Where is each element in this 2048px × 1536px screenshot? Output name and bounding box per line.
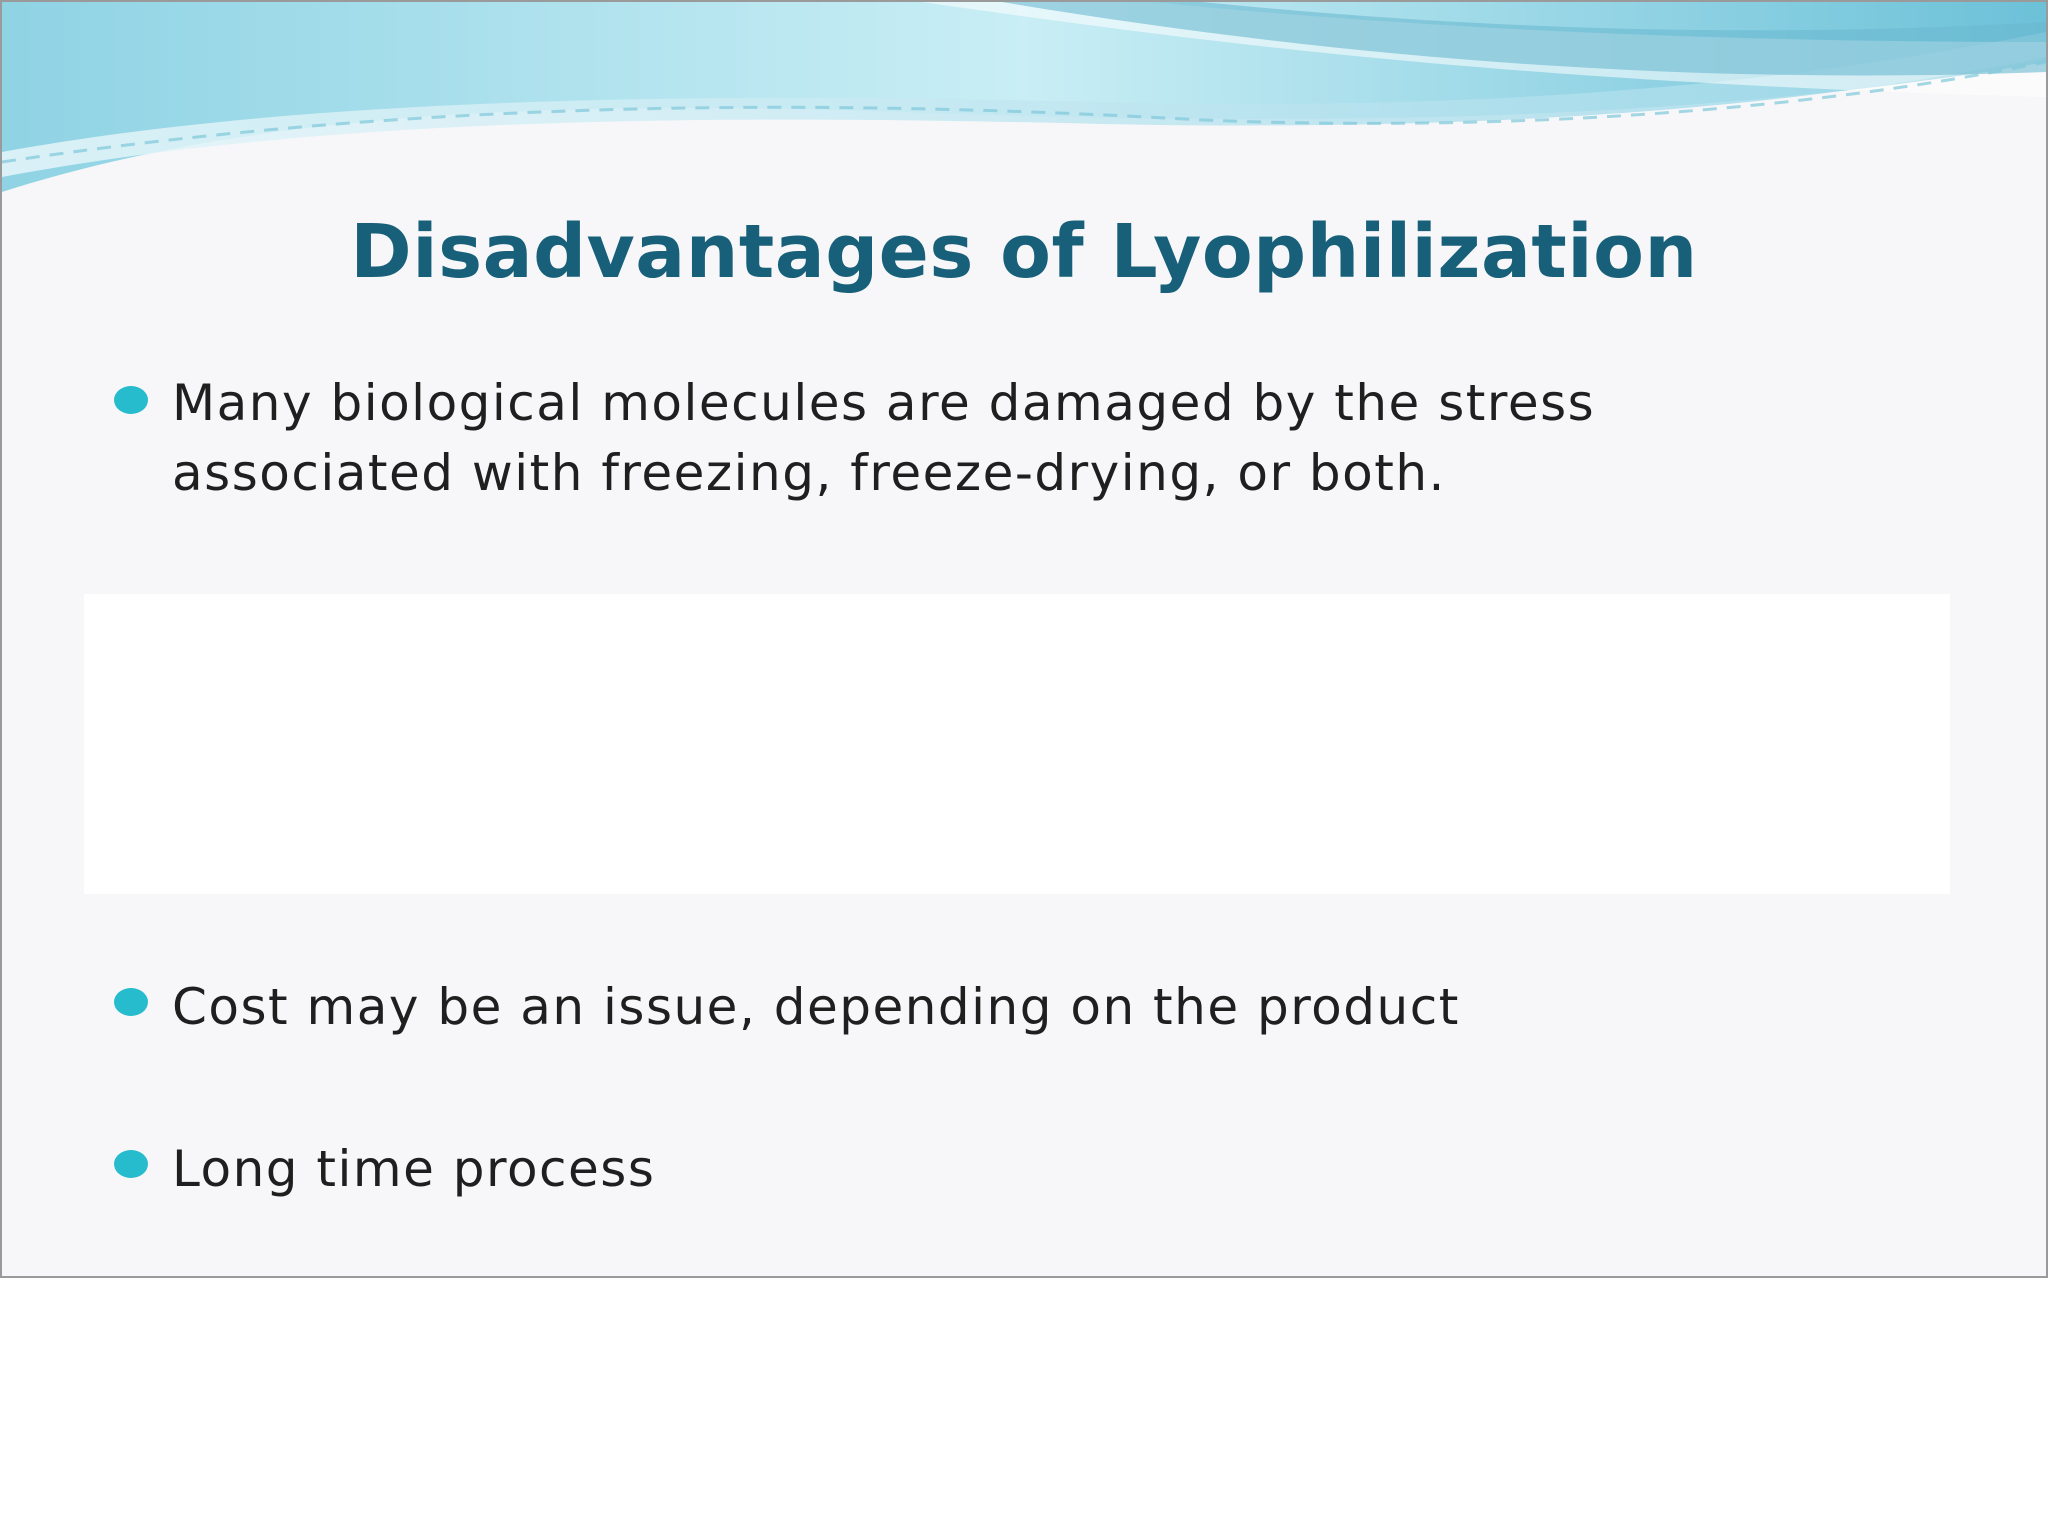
bullet-dot-icon xyxy=(114,988,148,1016)
bullet-dot-icon xyxy=(114,1150,148,1178)
blank-content-area xyxy=(84,594,1950,894)
bullet-dot-icon xyxy=(114,386,148,414)
bullet-text: Cost may be an issue, depending on the product xyxy=(172,978,1460,1036)
bullet-text: Many biological molecules are damaged by the stress associated with freezing, freeze-drying, or both. xyxy=(172,374,1596,502)
bullet-text: Long time process xyxy=(172,1140,656,1198)
header-wave-decoration xyxy=(2,2,2046,202)
slide-title: Disadvantages of Lyophilization xyxy=(350,209,1698,295)
